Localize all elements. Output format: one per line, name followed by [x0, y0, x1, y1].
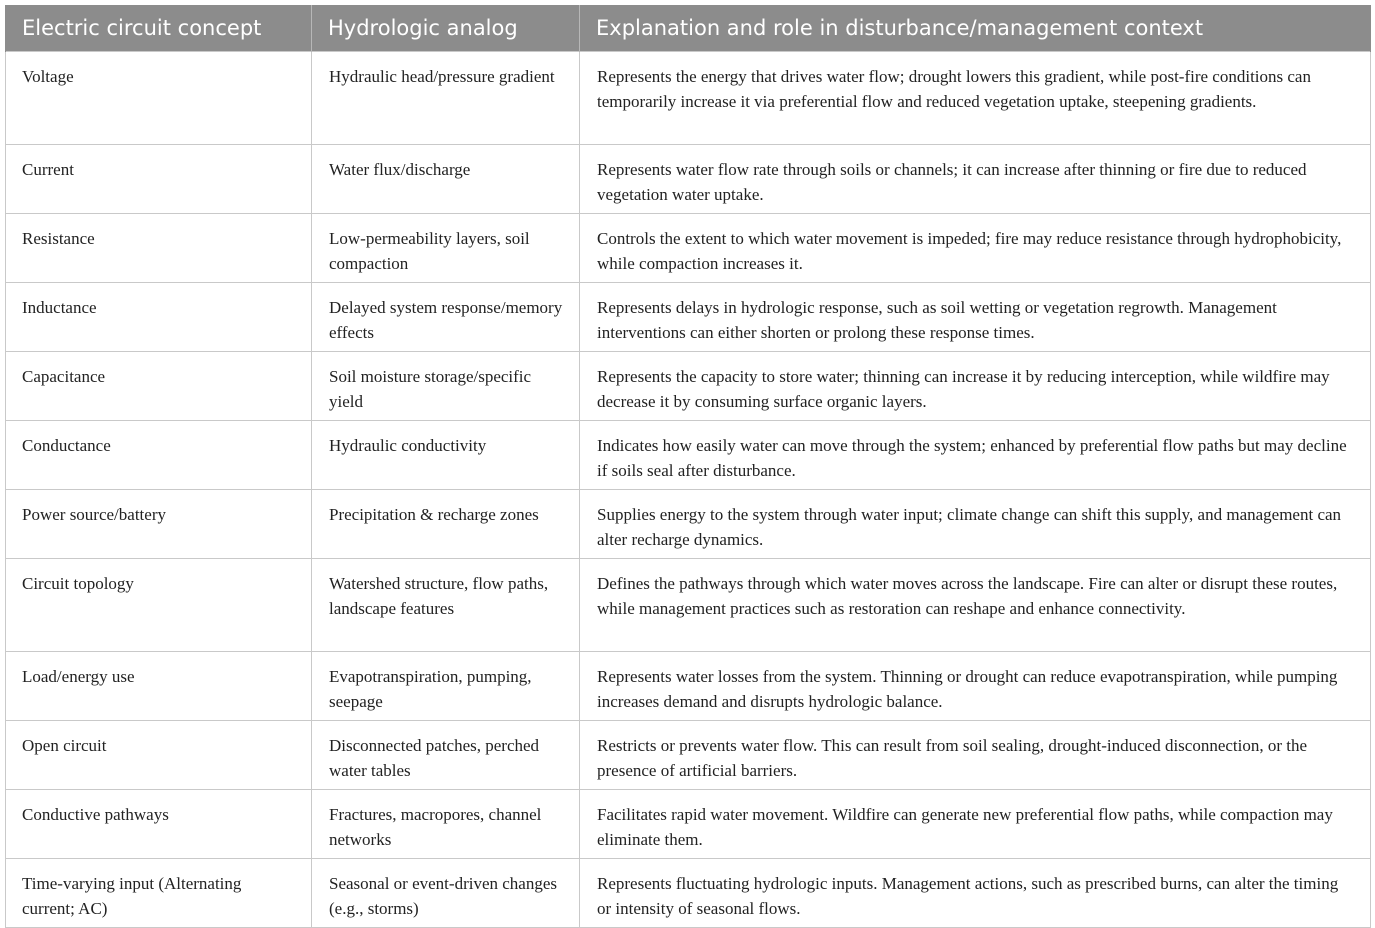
table-row: [6, 720, 1371, 789]
cell-concept: Load/energy use: [6, 651, 312, 720]
cell-analog: Water flux/discharge: [312, 144, 580, 213]
cell-analog: Low-permeability layers, soil compaction: [312, 213, 580, 282]
header-concept: Electric circuit concept: [6, 5, 312, 51]
table-row: [6, 51, 1371, 144]
cell-explanation: Indicates how easily water can move through the system; enhanced by preferential flow paths but may decline if soils seal after disturbance.: [580, 420, 1371, 489]
cell-explanation: Represents delays in hydrologic response, such as soil wetting or vegetation regrowth. Management interventions can either shorten or prolong these response times.: [580, 282, 1371, 351]
cell-concept: Resistance: [6, 213, 312, 282]
cell-explanation: Represents water losses from the system. Thinning or drought can reduce evapotranspiration, while pumping increases demand and disrupts hydrologic balance.: [580, 651, 1371, 720]
cell-explanation: Restricts or prevents water flow. This can result from soil sealing, drought-induced disconnection, or the presence of artificial barriers.: [580, 720, 1371, 789]
cell-analog: Hydraulic head/pressure gradient: [312, 51, 580, 144]
table-row: [6, 489, 1371, 558]
cell-concept: Inductance: [6, 282, 312, 351]
table-row: [6, 789, 1371, 858]
cell-analog: Fractures, macropores, channel networks: [312, 789, 580, 858]
table-row: [6, 420, 1371, 489]
cell-concept: Time-varying input (Alternating current; AC): [6, 858, 312, 927]
cell-analog: Seasonal or event-driven changes (e.g., storms): [312, 858, 580, 927]
cell-explanation: Facilitates rapid water movement. Wildfire can generate new preferential flow paths, while compaction may eliminate them.: [580, 789, 1371, 858]
table-row: [6, 558, 1371, 651]
header-explanation: Explanation and role in disturbance/management context: [580, 5, 1371, 51]
header-analog: Hydrologic analog: [312, 5, 580, 51]
table-row: [6, 351, 1371, 420]
cell-analog: Disconnected patches, perched water tables: [312, 720, 580, 789]
cell-explanation: Represents the energy that drives water flow; drought lowers this gradient, while post-fire conditions can temporarily increase it via preferential flow and reduced vegetation uptake, steepening gradients.: [580, 51, 1371, 144]
table-body: [6, 51, 1371, 927]
cell-analog: Delayed system response/memory effects: [312, 282, 580, 351]
cell-concept: Circuit topology: [6, 558, 312, 651]
cell-concept: Power source/battery: [6, 489, 312, 558]
cell-explanation: Represents the capacity to store water; thinning can increase it by reducing interception, while wildfire may decrease it by consuming surface organic layers.: [580, 351, 1371, 420]
table-row: [6, 282, 1371, 351]
table-header: [6, 5, 1371, 51]
cell-explanation: Represents water flow rate through soils or channels; it can increase after thinning or fire due to reduced vegetation water uptake.: [580, 144, 1371, 213]
table-row: [6, 651, 1371, 720]
cell-concept: Current: [6, 144, 312, 213]
header-row: [6, 5, 1371, 51]
table-row: [6, 213, 1371, 282]
cell-concept: Capacitance: [6, 351, 312, 420]
cell-explanation: Supplies energy to the system through water input; climate change can shift this supply, and management can alter recharge dynamics.: [580, 489, 1371, 558]
cell-analog: Evapotranspiration, pumping, seepage: [312, 651, 580, 720]
cell-concept: Conductance: [6, 420, 312, 489]
cell-explanation: Represents fluctuating hydrologic inputs. Management actions, such as prescribed burns, can alter the timing or intensity of seasonal flows.: [580, 858, 1371, 927]
cell-concept: Open circuit: [6, 720, 312, 789]
table-row: [6, 144, 1371, 213]
cell-analog: Hydraulic conductivity: [312, 420, 580, 489]
cell-concept: Voltage: [6, 51, 312, 144]
cell-concept: Conductive pathways: [6, 789, 312, 858]
cell-analog: Soil moisture storage/specific yield: [312, 351, 580, 420]
cell-analog: Precipitation & recharge zones: [312, 489, 580, 558]
cell-explanation: Controls the extent to which water movement is impeded; fire may reduce resistance through hydrophobicity, while compaction increases it.: [580, 213, 1371, 282]
cell-analog: Watershed structure, flow paths, landscape features: [312, 558, 580, 651]
circuit-hydrology-table: [5, 5, 1371, 928]
cell-explanation: Defines the pathways through which water moves across the landscape. Fire can alter or disrupt these routes, while management practices such as restoration can reshape and enhance connectivity.: [580, 558, 1371, 651]
